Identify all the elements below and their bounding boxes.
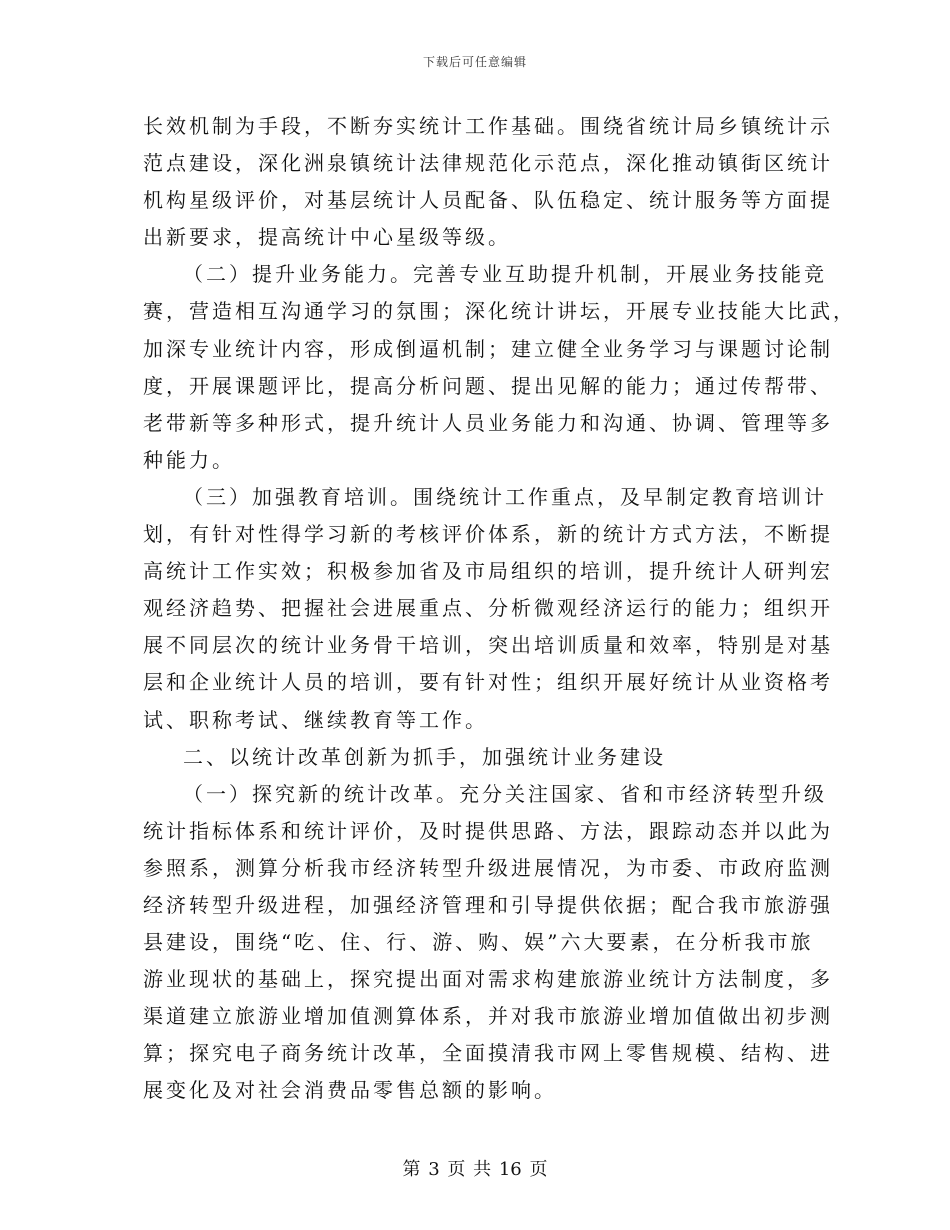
text-line: 划，有针对性得学习新的考核评价体系，新的统计方式方法，不断提 xyxy=(143,522,833,547)
text-line: （一）探究新的统计改革。充分关注国家、省和市经济转型升级 xyxy=(183,781,827,806)
text-line: 展变化及对社会消费品零售总额的影响。 xyxy=(143,1078,557,1103)
text-line: 展不同层次的统计业务骨干培训，突出培训质量和效率，特别是对基 xyxy=(143,633,833,658)
paragraph xyxy=(143,479,833,739)
text-line: 机构星级评价，对基层统计人员配备、队伍稳定、统计服务等方面提 xyxy=(143,188,833,213)
text-line: 经济转型升级进程，加强经济管理和引导提供依据；配合我市旅游强 xyxy=(143,892,833,917)
header-note: 下载后可任意编辑 xyxy=(422,55,527,69)
text-line: 观经济趋势、把握社会进展重点、分析微观经济运行的能力；组织开 xyxy=(143,596,833,621)
paragraph xyxy=(143,256,856,479)
text-line: （三）加强教育培训。围绕统计工作重点，及早制定教育培训计 xyxy=(183,484,827,509)
text-line: 出新要求，提高统计中心星级等级。 xyxy=(143,225,511,250)
section-heading xyxy=(143,739,805,776)
text-line: 老带新等多种形式，提升统计人员业务能力和沟通、协调、管理等多 xyxy=(143,410,833,435)
text-line: 种能力。 xyxy=(143,447,235,472)
page-number: 第 3 页 共 16 页 xyxy=(402,1159,548,1180)
paragraph xyxy=(143,108,833,256)
text-line: 试、职称考试、继续教育等工作。 xyxy=(143,707,488,732)
text-line: 度，开展课题评比，提高分析问题、提出见解的能力；通过传帮带、 xyxy=(143,373,833,398)
text-line: 范点建设，深化洲泉镇统计法律规范化示范点，深化推动镇街区统计 xyxy=(143,151,833,176)
paragraph xyxy=(143,776,833,1110)
document-body xyxy=(143,108,856,1110)
text-line: 算；探究电子商务统计改革，全面摸清我市网上零售规模、结构、进 xyxy=(143,1041,833,1066)
text-line: 参照系，测算分析我市经济转型升级进展情况，为市委、市政府监测 xyxy=(143,855,833,880)
text-line: 层和企业统计人员的培训，要有针对性；组织开展好统计从业资格考 xyxy=(143,670,833,695)
text-line: 游业现状的基础上，探究提出面对需求构建旅游业统计方法制度，多 xyxy=(143,967,833,992)
text-line: 赛，营造相互沟通学习的氛围；深化统计讲坛，开展专业技能大比武， xyxy=(143,299,856,324)
text-line: 渠道建立旅游业增加值测算体系，并对我市旅游业增加值做出初步测 xyxy=(143,1004,833,1029)
text-line: 高统计工作实效；积极参加省及市局组织的培训，提升统计人研判宏 xyxy=(143,559,833,584)
text-line: 长效机制为手段，不断夯实统计工作基础。围绕省统计局乡镇统计示 xyxy=(143,114,833,138)
text-line: （二）提升业务能力。完善专业互助提升机制，开展业务技能竞 xyxy=(183,262,827,287)
text-line: 加深专业统计内容，形成倒逼机制；建立健全业务学习与课题讨论制 xyxy=(143,336,833,361)
text-line: 二、以统计改革创新为抓手，加强统计业务建设 xyxy=(183,744,666,769)
text-line: 县建设，围绕“吃、住、行、游、购、娱”六大要素，在分析我市旅 xyxy=(143,930,814,955)
text-line: 统计指标体系和统计评价，及时提供思路、方法，跟踪动态并以此为 xyxy=(143,818,833,843)
